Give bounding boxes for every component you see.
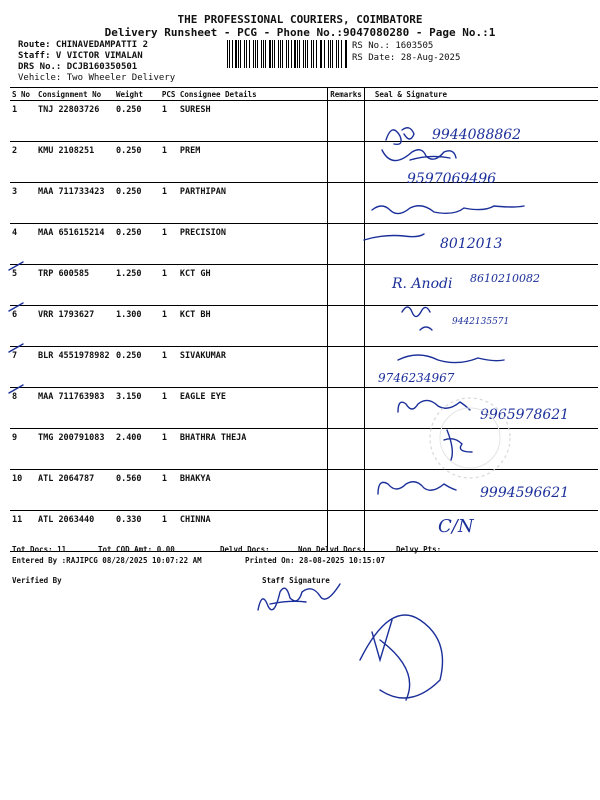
cell-sno: 2 (10, 142, 36, 183)
entered-by: Entered By :RAJIPCG 08/28/2025 10:07:22 AM (12, 556, 202, 565)
cell-sno: 6 (10, 306, 36, 347)
cell-consignment: ATL 2063440 (36, 511, 114, 552)
vehicle-label: Vehicle: Two Wheeler Delivery (18, 73, 176, 83)
non-delvd-docs: Non Delvd Docs: (298, 545, 366, 554)
cell-weight: 3.150 (114, 388, 160, 429)
signature-mark (382, 150, 456, 161)
cell-pcs: 1 (160, 183, 178, 224)
cell-weight: 2.400 (114, 429, 160, 470)
handwritten-name: R. Anodi (392, 276, 453, 292)
handwritten-note: 8012013 (440, 236, 503, 252)
cell-weight: 1.250 (114, 265, 160, 306)
cell-consignment: TMG 200791083 (36, 429, 114, 470)
signature-mark (372, 206, 524, 214)
delvd-docs: Delvd Docs: (220, 545, 270, 554)
cell-sno: 3 (10, 183, 36, 224)
cell-sno: 9 (10, 429, 36, 470)
drs-number: DRS No.: DCJB160350501 (18, 62, 138, 72)
cell-consignment: MAA 711763983 (36, 388, 114, 429)
cell-consignee: EAGLE EYE (178, 388, 328, 429)
cell-weight: 1.300 (114, 306, 160, 347)
cell-consignment: TNJ 22803726 (36, 101, 114, 142)
col-sno: S No (10, 88, 36, 101)
cell-pcs: 1 (160, 142, 178, 183)
cell-weight: 0.250 (114, 101, 160, 142)
strike-mark (9, 262, 23, 393)
handwritten-phone: 9994596621 (480, 485, 570, 501)
cell-consignment: MAA 651615214 (36, 224, 114, 265)
col-weight: Weight (114, 88, 160, 101)
cell-pcs: 1 (160, 429, 178, 470)
rs-number: RS No.: 1603505 (352, 41, 434, 51)
cell-sno: 1 (10, 101, 36, 142)
cell-weight: 0.250 (114, 183, 160, 224)
cell-pcs: 1 (160, 224, 178, 265)
cell-pcs: 1 (160, 347, 178, 388)
col-pcs: PCS (160, 88, 178, 101)
cell-sno: 7 (10, 347, 36, 388)
cell-weight: 0.560 (114, 470, 160, 511)
cell-pcs: 1 (160, 388, 178, 429)
cell-pcs: 1 (160, 470, 178, 511)
cell-consignee: PRECISION (178, 224, 328, 265)
handwritten-phone: 9944088862 (432, 127, 522, 143)
handwritten-phone: 9442135571 (452, 317, 510, 327)
signature-mark (398, 355, 504, 363)
cell-consignment: BLR 4551978982 (36, 347, 114, 388)
handwritten-note: C/N (438, 516, 474, 537)
signature-mark (444, 430, 472, 460)
handwritten-phone: 8610210082 (470, 272, 540, 285)
runsheet-subtitle: Delivery Runsheet - PCG - Phone No.:9047080280 - Page No.:1 (104, 26, 496, 39)
cell-sno: 11 (10, 511, 36, 552)
verified-by: Verified By (12, 576, 62, 585)
cell-weight: 0.250 (114, 224, 160, 265)
cell-consignment: TRP 600585 (36, 265, 114, 306)
cell-sno: 8 (10, 388, 36, 429)
route-label: Route: CHINAVEDAMPATTI 2 (18, 40, 149, 50)
printed-on: Printed On: 28-08-2025 10:15:07 (245, 556, 385, 565)
cell-pcs: 1 (160, 306, 178, 347)
col-consignee: Consignee Details (178, 88, 328, 101)
cell-pcs: 1 (160, 265, 178, 306)
handwritten-phone: 9965978621 (480, 407, 570, 423)
col-seal-signature: Seal & Signature (364, 88, 598, 101)
cell-consignee: CHINNA (178, 511, 328, 552)
cell-sno: 10 (10, 470, 36, 511)
faint-mark (360, 615, 443, 698)
cell-sno: 4 (10, 224, 36, 265)
delvy-pts: Delvy Pts: (396, 545, 442, 554)
signature-mark (378, 482, 456, 494)
signature-mark (364, 234, 424, 240)
staff-signature-label: Staff Signature (262, 576, 330, 585)
cell-weight: 0.250 (114, 142, 160, 183)
cell-consignee: BHATHRA THEJA (178, 429, 328, 470)
cell-consignment: KMU 2108251 (36, 142, 114, 183)
handwritten-phone: 9746234967 (378, 371, 455, 385)
cell-consignment: VRR 1793627 (36, 306, 114, 347)
cell-pcs: 1 (160, 511, 178, 552)
staff-signature-mark (258, 584, 340, 610)
signature-mark (386, 128, 414, 145)
cell-consignee: KCT BH (178, 306, 328, 347)
cell-weight: 0.330 (114, 511, 160, 552)
cell-consignee: PREM (178, 142, 328, 183)
cell-weight: 0.250 (114, 347, 160, 388)
cell-consignee: KCT GH (178, 265, 328, 306)
signature-mark (402, 307, 432, 330)
cell-consignment: MAA 711733423 (36, 183, 114, 224)
col-remarks: Remarks (328, 88, 365, 101)
col-consignment: Consignment No (36, 88, 114, 101)
cell-consignee: SURESH (178, 101, 328, 142)
tot-docs: Tot Docs: 11 (12, 545, 67, 554)
cell-consignee: PARTHIPAN (178, 183, 328, 224)
cell-sno: 5 (10, 265, 36, 306)
rs-date: RS Date: 28-Aug-2025 (352, 53, 461, 63)
tot-cod: Tot COD Amt: 0.00 (98, 545, 175, 554)
cell-consignee: SIVAKUMAR (178, 347, 328, 388)
cell-consignee: BHAKYA (178, 470, 328, 511)
cell-consignment: ATL 2064787 (36, 470, 114, 511)
company-name: THE PROFESSIONAL COURIERS, COIMBATORE (177, 13, 423, 26)
cell-pcs: 1 (160, 101, 178, 142)
staff-label: Staff: V VICTOR VIMALAN (18, 51, 143, 61)
handwritten-phone: 9597069496 (407, 171, 497, 187)
